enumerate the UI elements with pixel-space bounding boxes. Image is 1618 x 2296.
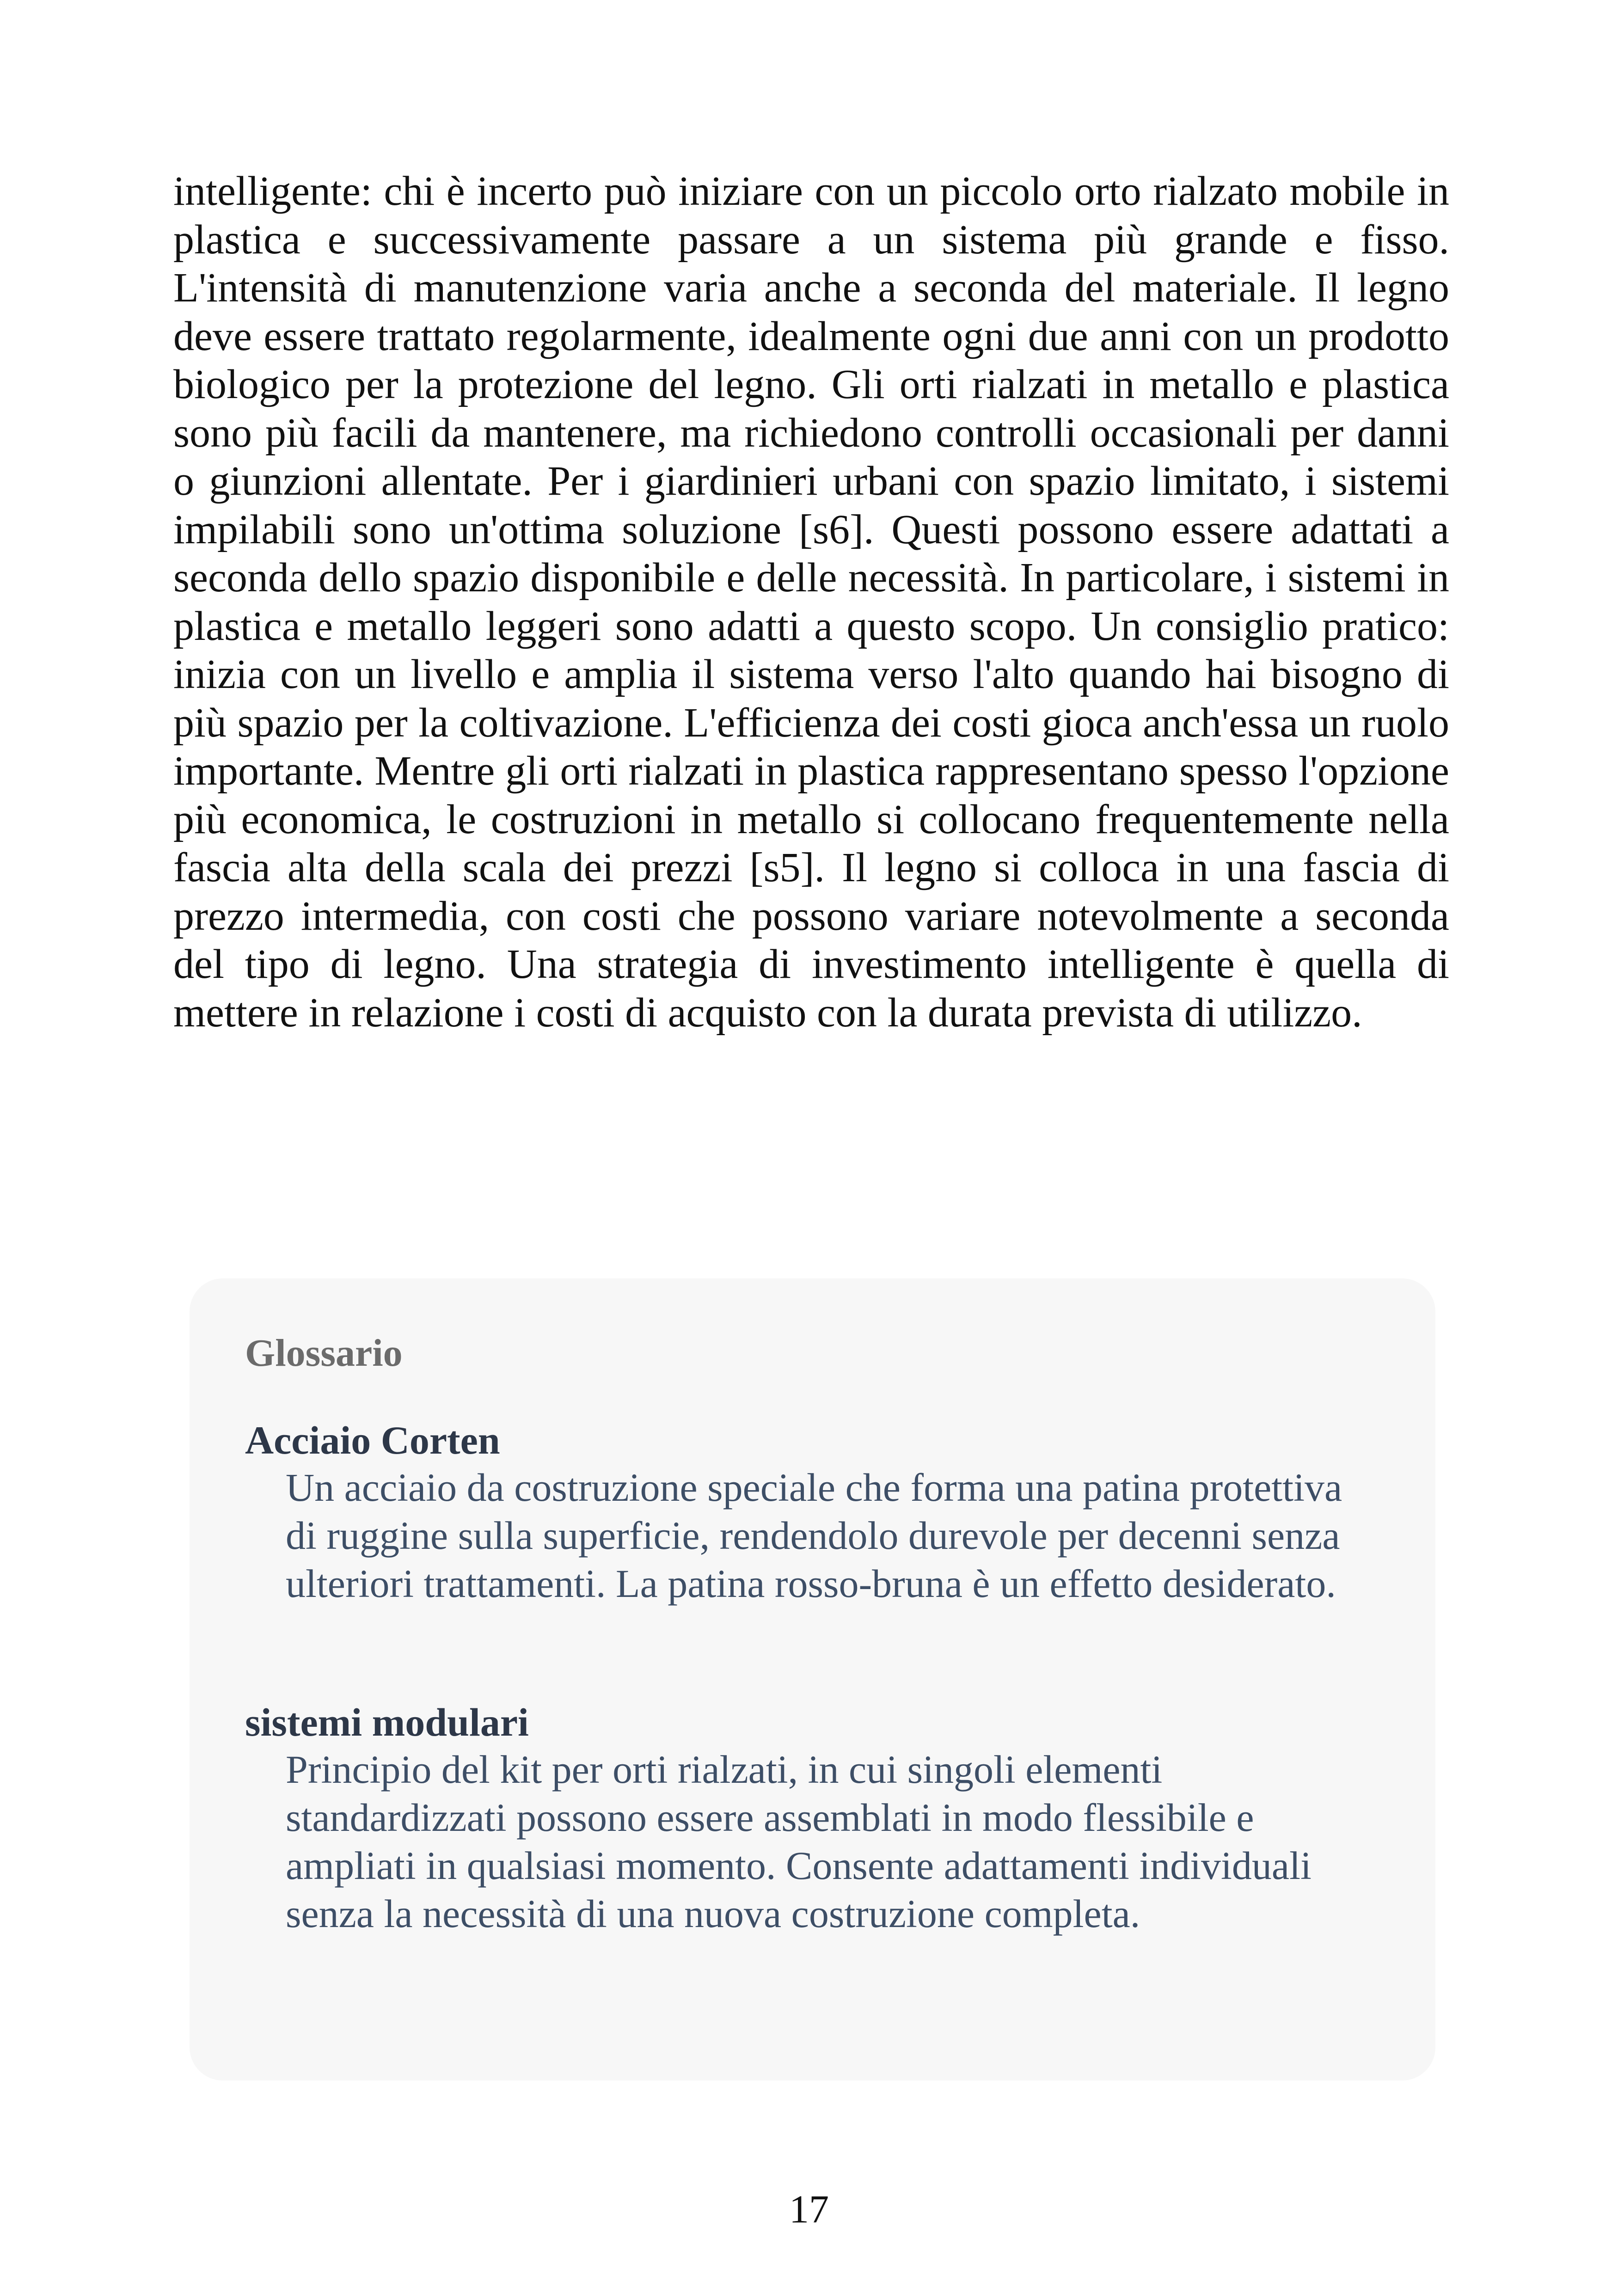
glossary-definition: Un acciaio da costruzione speciale che forma una patina protettiva di ruggine sulla superficie, rendendolo durevole per decenni senza ulteriori trattamenti. La patina rosso-bruna è un effetto desiderato.	[286, 1465, 1342, 1606]
glossary-definition: Principio del kit per orti rialzati, in cui singoli elementi standardizzati possono essere assemblati in modo flessibile e ampliati in qualsiasi momento. Consente adattamenti individuali senza la necessità di una nuova costruzione completa.	[286, 1747, 1312, 1936]
glossary-box	[190, 1278, 1435, 2081]
glossary-term: sistemi modulari	[245, 1700, 529, 1744]
body-paragraph: intelligente: chi è incerto può iniziare con un piccolo orto rialzato mobile in plastica e successivamente passare a un sistema più grande e fisso. L'intensità di manutenzione varia anche a seconda del materiale. Il legno deve essere trattato regolarmente, idealmente ogni due anni con un prodotto biologico per la protezione del legno. Gli orti rialzati in metallo e plastica sono più facili da mantenere, ma richiedono controlli occasionali per danni o giunzioni allentate. Per i giardinieri urbani con spazio limitato, i sistemi impilabili sono un'ottima soluzione [s6]. Questi possono essere adattati a seconda dello spazio disponibile e delle necessità. In particolare, i sistemi in plastica e metallo leggeri sono adatti a questo scopo. Un consiglio pratico: inizia con un livello e amplia il sistema verso l'alto quando hai bisogno di più spazio per la coltivazione. L'efficienza dei costi gioca anch'essa un ruolo importante. Mentre gli orti rialzati in plastica rappresentano spesso l'opzione più economica, le costruzioni in metallo si collocano frequentemente nella fascia alta della scala dei prezzi [s5]. Il legno si colloca in una fascia di prezzo intermedia, con costi che possono variare notevolmente a seconda del tipo di legno. Una strategia di investimento intelligente è quella di mettere in relazione i costi di acquisto con la durata prevista di utilizzo.	[173, 168, 1449, 1036]
page-number: 17	[789, 2187, 829, 2231]
glossary-title: Glossario	[245, 1332, 403, 1375]
glossary-term: Acciaio Corten	[245, 1418, 500, 1462]
